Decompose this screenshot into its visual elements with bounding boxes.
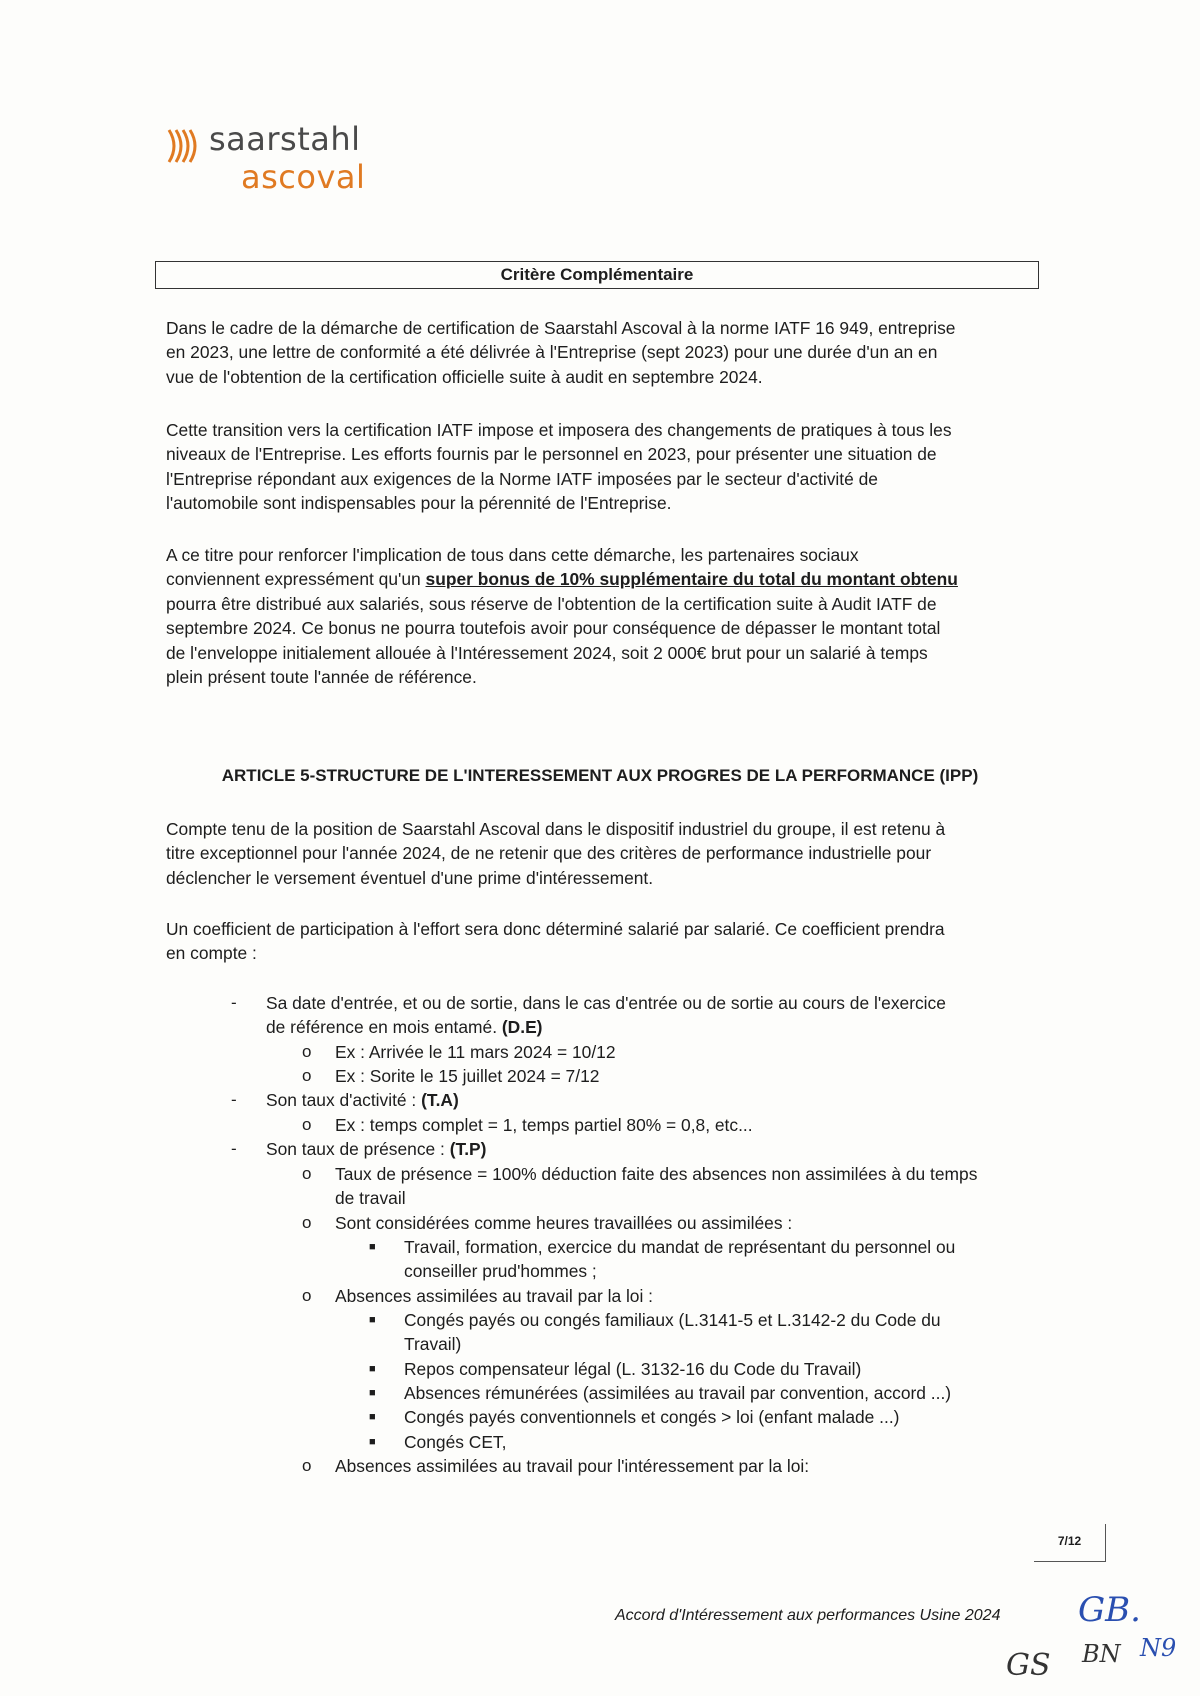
page-number: 7/12 bbox=[1034, 1524, 1106, 1562]
handwritten-initials: N9 bbox=[1140, 1634, 1177, 1662]
absences-interessement: Absences assimilées au travail pour l'intéressement par la loi: bbox=[335, 1456, 810, 1476]
text-fragment: Son taux de présence : bbox=[266, 1139, 445, 1159]
list-item-date-entree: Sa date d'entrée, et ou de sortie, dans le cas d'entrée ou de sortie au cours de l'exercice bbox=[266, 993, 946, 1013]
conges-payes-cont: Travail) bbox=[404, 1334, 462, 1354]
text-line: en compte : bbox=[166, 943, 257, 964]
section-title-box: Critère Complémentaire bbox=[155, 261, 1039, 289]
example-sortie: Ex : Sorite le 15 juillet 2024 = 7/12 bbox=[335, 1066, 600, 1086]
circle-bullet: o bbox=[302, 1066, 312, 1085]
dash-bullet: - bbox=[231, 1139, 237, 1158]
square-bullet: ■ bbox=[369, 1363, 376, 1375]
circle-bullet: o bbox=[302, 1164, 312, 1183]
code-tp: (T.P) bbox=[449, 1139, 487, 1159]
text-line: l'automobile sont indispensables pour la pérennité de l'Entreprise. bbox=[166, 493, 672, 514]
article-5-heading: ARTICLE 5-STRUCTURE DE L'INTERESSEMENT AUX PROGRES DE LA PERFORMANCE (IPP) bbox=[221, 766, 979, 785]
chevron-stripes-icon bbox=[165, 126, 205, 166]
square-bullet: ■ bbox=[369, 1411, 376, 1423]
square-bullet: ■ bbox=[369, 1314, 376, 1326]
conges-conventionnels: Congés payés conventionnels et congés > loi (enfant malade ...) bbox=[404, 1407, 900, 1427]
circle-bullet: o bbox=[302, 1286, 312, 1305]
paragraph-coefficient bbox=[166, 917, 1030, 966]
circle-bullet: o bbox=[302, 1042, 312, 1061]
square-bullet: ■ bbox=[369, 1241, 376, 1253]
text-line: Dans le cadre de la démarche de certification de Saarstahl Ascoval à la norme IATF 16 949, entreprise bbox=[166, 318, 956, 338]
presence-definition: Taux de présence = 100% déduction faite des absences non assimilées à du temps bbox=[335, 1164, 978, 1184]
text-line: en 2023, une lettre de conformité a été délivrée à l'Entreprise (sept 2023) pour une durée d'un an en bbox=[166, 342, 938, 363]
conges-cet: Congés CET, bbox=[404, 1432, 507, 1452]
paragraph-article-intro bbox=[166, 817, 1030, 890]
text-line: A ce titre pour renforcer l'implication de tous dans cette démarche, les partenaires sociaux bbox=[166, 545, 859, 565]
paragraph-transition bbox=[166, 418, 1030, 516]
handwritten-initials: GB. bbox=[1078, 1590, 1141, 1630]
square-bullet: ■ bbox=[369, 1436, 376, 1448]
dash-bullet: - bbox=[231, 1090, 237, 1109]
text-fragment: Son taux d'activité : bbox=[266, 1090, 417, 1110]
circle-bullet: o bbox=[302, 1115, 312, 1134]
example-arrivee: Ex : Arrivée le 11 mars 2024 = 10/12 bbox=[335, 1042, 616, 1062]
logo-text-saarstahl: saarstahl bbox=[209, 120, 361, 158]
heures-assimilees: Sont considérées comme heures travaillées ou assimilées : bbox=[335, 1213, 793, 1233]
list-item-date-entree-cont bbox=[266, 1015, 542, 1039]
example-temps: Ex : temps complet = 1, temps partiel 80% = 0,8, etc... bbox=[335, 1115, 753, 1135]
text-line: déclencher le versement éventuel d'une prime d'intéressement. bbox=[166, 867, 654, 888]
repos-compensateur: Repos compensateur légal (L. 3132-16 du Code du Travail) bbox=[404, 1359, 862, 1379]
text-line: septembre 2024. Ce bonus ne pourra toutefois avoir pour conséquence de dépasser le montant total bbox=[166, 618, 941, 639]
code-ta: (T.A) bbox=[421, 1090, 459, 1110]
dash-bullet: - bbox=[231, 993, 237, 1012]
text-line bbox=[166, 567, 1030, 591]
text-line: de l'enveloppe initialement allouée à l'Intéressement 2024, soit 2 000€ brut pour un salarié à temps bbox=[166, 642, 928, 663]
logo-text-ascoval: ascoval bbox=[241, 158, 366, 196]
text-fragment: conviennent expressément qu'un bbox=[166, 569, 426, 590]
text-line: Un coefficient de participation à l'effort sera donc déterminé salarié par salarié. Ce coefficient prendra bbox=[166, 919, 945, 939]
list-item-taux-activite bbox=[266, 1088, 459, 1112]
absences-remunerees: Absences rémunérées (assimilées au travail par convention, accord ...) bbox=[404, 1383, 952, 1403]
text-line: plein présent toute l'année de référence. bbox=[166, 667, 477, 688]
text-line: Compte tenu de la position de Saarstahl Ascoval dans le dispositif industriel du groupe, il est retenu à bbox=[166, 819, 946, 839]
presence-definition-cont: de travail bbox=[335, 1188, 406, 1208]
paragraph-super-bonus bbox=[166, 543, 1030, 689]
text-line: Cette transition vers la certification IATF impose et imposera des changements de pratiques à tous les bbox=[166, 420, 952, 440]
text-line: l'Entreprise répondant aux exigences de la Norme IATF imposées par le secteur d'activité de bbox=[166, 468, 878, 489]
absences-assimilees-loi: Absences assimilées au travail par la loi : bbox=[335, 1286, 654, 1306]
square-bullet: ■ bbox=[369, 1387, 376, 1399]
travail-formation-cont: conseiller prud'hommes ; bbox=[404, 1261, 597, 1281]
text-line: pourra être distribué aux salariés, sous réserve de l'obtention de la certification suite à Audit IATF de bbox=[166, 593, 937, 614]
travail-formation: Travail, formation, exercice du mandat de représentant du personnel ou bbox=[404, 1237, 956, 1257]
handwritten-initials: BN bbox=[1082, 1640, 1121, 1668]
text-line: niveaux de l'Entreprise. Les efforts fournis par le personnel en 2023, pour présenter une situation de bbox=[166, 444, 937, 465]
conges-payes: Congés payés ou congés familiaux (L.3141-5 et L.3142-2 du Code du bbox=[404, 1310, 941, 1330]
text-line: vue de l'obtention de la certification officielle suite à audit en septembre 2024. bbox=[166, 366, 763, 387]
super-bonus-highlight: super bonus de 10% supplémentaire du total du montant obtenu bbox=[425, 569, 958, 590]
handwritten-initials: GS bbox=[1006, 1648, 1051, 1683]
paragraph-certification bbox=[166, 316, 1030, 389]
text-line: titre exceptionnel pour l'année 2024, de ne retenir que des critères de performance industrielle pour bbox=[166, 843, 932, 864]
text-fragment: de référence en mois entamé. bbox=[266, 1017, 498, 1037]
code-de: (D.E) bbox=[501, 1017, 543, 1037]
footer-title: Accord d'Intéressement aux performances Usine 2024 bbox=[615, 1607, 1001, 1624]
list-item-taux-presence bbox=[266, 1137, 486, 1161]
circle-bullet: o bbox=[302, 1213, 312, 1232]
circle-bullet: o bbox=[302, 1456, 312, 1475]
